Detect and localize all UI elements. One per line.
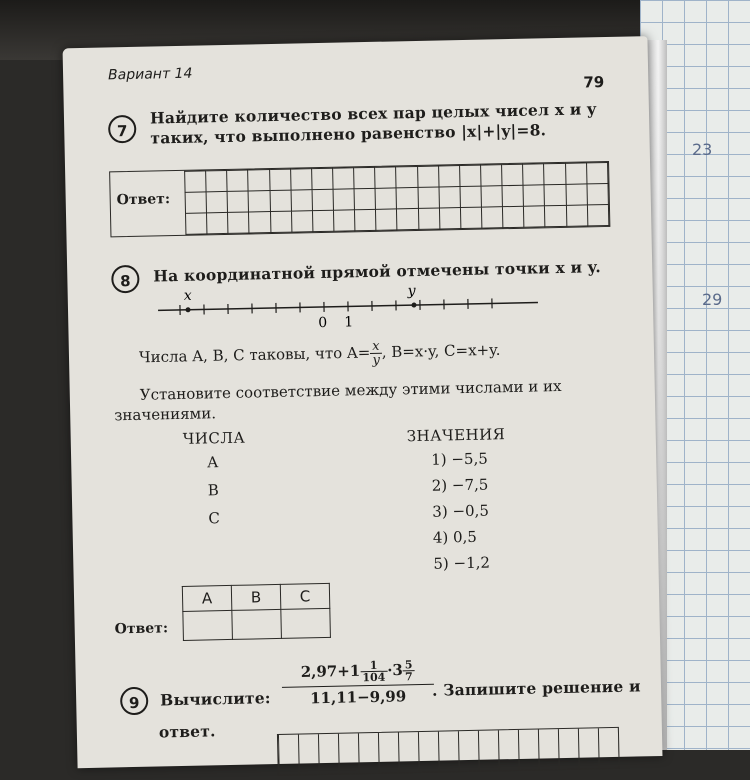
answer-grid-7[interactable] (184, 162, 609, 235)
number-item-c: C (208, 509, 220, 527)
answer-grid-cell[interactable] (376, 209, 398, 230)
tick-label-1: 1 (344, 314, 353, 330)
answer-cell-b[interactable] (232, 609, 282, 639)
variant-label: Вариант 14 (108, 66, 193, 84)
answer-grid-cell[interactable] (565, 163, 587, 184)
values-heading: ЗНАЧЕНИЯ (407, 425, 506, 445)
answer-header-c: C (280, 583, 330, 609)
textbook-page (63, 36, 663, 768)
value-item-3: 3) −0,5 (432, 502, 489, 521)
answer-grid-cell[interactable] (397, 208, 419, 229)
answer-grid-cell[interactable] (587, 204, 609, 225)
answer-grid-cell[interactable] (586, 162, 608, 183)
point-y (411, 303, 416, 308)
fraction-denominator: 11,11−9,99 (282, 685, 434, 708)
answer-grid-cell[interactable] (502, 185, 524, 206)
answer-grid-cell[interactable] (291, 211, 313, 232)
answer-grid-cell[interactable] (502, 164, 524, 185)
number-item-a: A (207, 453, 218, 471)
answer-grid-cell[interactable] (186, 213, 208, 234)
answer-grid-cell[interactable] (206, 170, 228, 191)
answer-grid-cell[interactable] (544, 163, 566, 184)
point-y-label: y (407, 283, 417, 299)
answer-grid-cell[interactable] (227, 170, 249, 191)
answer-grid-cell[interactable] (396, 166, 418, 187)
answer-grid-cell[interactable] (439, 208, 461, 229)
answer-grid-cell[interactable] (438, 166, 460, 187)
tick-label-0: 0 (318, 315, 327, 331)
answer-grid-cell[interactable] (228, 212, 250, 233)
answer-grid-cell[interactable] (375, 167, 397, 188)
coordinate-line (158, 278, 559, 336)
question-8-title: На координатной прямой отмечены точки x и y. (153, 257, 601, 286)
answer-grid-cell[interactable] (185, 192, 207, 213)
answer-grid-cell[interactable] (417, 166, 439, 187)
condition-line (139, 337, 501, 372)
answer-grid-cell[interactable] (312, 189, 334, 210)
answer-grid-cell[interactable] (566, 184, 588, 205)
answer-grid-cell[interactable] (333, 189, 355, 210)
answer-header-a: A (182, 585, 232, 611)
question-number-9: 9 (120, 687, 149, 716)
answer-grid-cell[interactable] (249, 212, 271, 233)
answer-grid-cell[interactable] (270, 190, 292, 211)
question-9-fraction (281, 659, 434, 708)
answer-grid-cell[interactable] (333, 210, 355, 231)
instruction-line1: Установите соответствие между этими числами и их (140, 376, 562, 405)
answer-grid-cell[interactable] (459, 165, 481, 186)
value-item-5: 5) −1,2 (433, 554, 490, 573)
question-9-prefix: Вычислите: (160, 688, 271, 710)
value-item-4: 4) 0,5 (433, 528, 477, 547)
answer-grid-cell[interactable] (503, 206, 525, 227)
answer-grid-cell[interactable] (439, 187, 461, 208)
point-x-label: x (184, 288, 192, 304)
answer-grid-cell[interactable] (396, 187, 418, 208)
answer-grid-cell[interactable] (481, 186, 503, 207)
answer-grid-cell[interactable] (587, 183, 609, 204)
question-7-line2: таких, что выполнено равенство |x|+|y|=8. (150, 120, 546, 148)
condition-prefix: Числа A, B, C таковы, что A= (139, 343, 371, 366)
question-number-8: 8 (111, 265, 140, 294)
value-item-2: 2) −7,5 (432, 476, 489, 495)
question-9-line2: ответ. (159, 721, 216, 742)
answer-grid-cell[interactable] (291, 190, 313, 211)
answer-grid-cell[interactable] (333, 168, 355, 189)
condition-suffix: , B=x·y, C=x+y. (382, 341, 501, 361)
answer-label-7: Ответ: (117, 191, 171, 208)
answer-grid-cell[interactable] (545, 205, 567, 226)
answer-grid-cell[interactable] (418, 208, 440, 229)
question-9-suffix: . Запишите решение и (432, 676, 641, 700)
answer-grid-cell[interactable] (481, 165, 503, 186)
answer-grid-cell[interactable] (207, 212, 229, 233)
answer-grid-cell[interactable] (270, 211, 292, 232)
answer-grid-9[interactable] (277, 727, 620, 776)
answer-cell-a[interactable] (183, 610, 233, 640)
answer-grid-cell[interactable] (206, 191, 228, 212)
answer-grid-cell[interactable] (460, 186, 482, 207)
page-number: 79 (583, 73, 604, 91)
fraction-numerator: 2,97+1 $\frac{1}{104}$ ·3 $\frac{5}{7}$ (281, 659, 434, 688)
answer-grid-cell[interactable] (185, 171, 207, 192)
answer-grid-cell[interactable] (227, 191, 249, 212)
answer-grid-cell[interactable] (566, 205, 588, 226)
answer-grid-cell[interactable] (418, 187, 440, 208)
numbers-heading: ЧИСЛА (183, 429, 246, 448)
answer-grid-cell[interactable] (481, 207, 503, 228)
answer-grid-cell[interactable] (523, 185, 545, 206)
answer-grid-cell[interactable] (523, 164, 545, 185)
answer-box-7 (109, 161, 610, 237)
question-number-7: 7 (108, 115, 137, 144)
answer-grid-cell[interactable] (354, 188, 376, 209)
answer-grid-cell[interactable] (248, 191, 270, 212)
number-item-b: B (208, 481, 219, 499)
answer-grid-cell[interactable] (375, 188, 397, 209)
answer-cell-c[interactable] (281, 608, 331, 638)
fraction-x-over-y: $\frac{x}{y}$ (370, 340, 382, 367)
answer-grid-cell[interactable] (248, 170, 270, 191)
margin-scribble: 23 (692, 140, 712, 159)
point-x (185, 307, 190, 312)
answer-grid-cell[interactable] (544, 184, 566, 205)
answer-grid-cell[interactable] (355, 209, 377, 230)
margin-scribble: 29 (702, 290, 722, 309)
answer-grid-cell[interactable] (311, 168, 333, 189)
answer-header-b: B (231, 584, 281, 610)
answer-grid-cell[interactable] (524, 206, 546, 227)
answer-grid-cell[interactable] (312, 210, 334, 231)
answer-label-8: Ответ: (115, 620, 169, 637)
answer-grid-cell[interactable] (460, 207, 482, 228)
value-item-1: 1) −5,5 (431, 450, 488, 469)
instruction-line2: значениями. (114, 403, 216, 425)
answer-grid-cell[interactable] (290, 169, 312, 190)
answer-table-8 (182, 583, 331, 641)
question-7-line1: Найдите количество всех пар целых чисел x и y (150, 99, 597, 128)
answer-grid-cell[interactable] (354, 167, 376, 188)
answer-grid-cell[interactable] (269, 169, 291, 190)
